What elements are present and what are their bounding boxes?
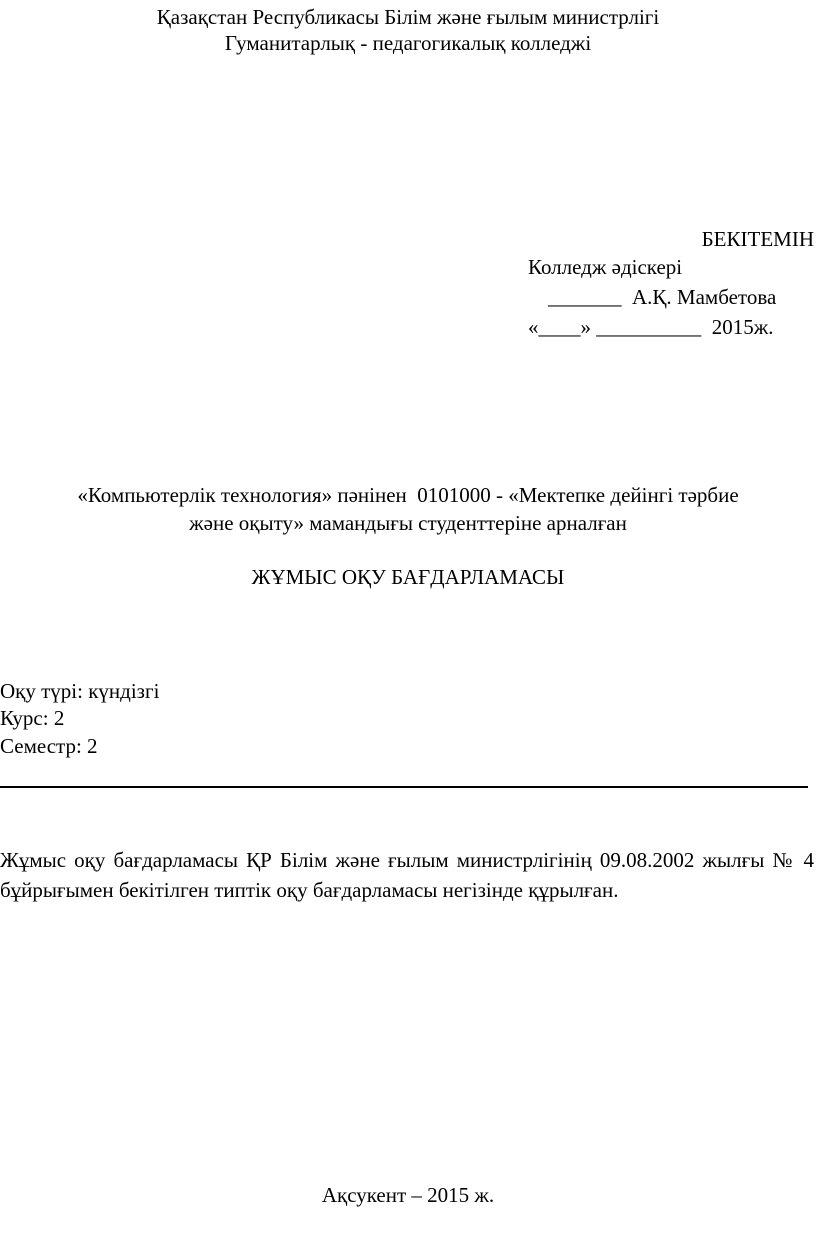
approval-role: Колледж әдіскері — [528, 255, 683, 279]
subject-line-2: және оқыту» мамандығы студенттеріне арналған — [189, 511, 627, 535]
college-heading: Гуманитарлық - педагогикалық колледжі — [224, 31, 592, 55]
course: Курс: 2 — [0, 706, 65, 730]
approval-date-line: «____» __________ 2015ж. — [528, 315, 774, 339]
ministry-heading: Қазақстан Республикасы Білім және ғылым министрлігі — [156, 5, 660, 29]
footer-place-date: Ақсукент – 2015 ж. — [321, 1183, 495, 1207]
approval-title: БЕКІТЕМІН — [701, 227, 814, 251]
subject-line-1: «Компьютерлік технология» пәнінен 0101000 - «Мектепке дейінгі тәрбие — [77, 483, 739, 507]
semester: Семестр: 2 — [0, 734, 98, 758]
study-form: Оқу түрі: күндізгі — [0, 679, 160, 703]
divider-line — [0, 786, 808, 788]
approval-signature-line: _______ А.Қ. Мамбетова — [548, 285, 777, 309]
basis-paragraph: Жұмыс оқу бағдарламасы ҚР Білім және ғылым министрлігінің 09.08.2002 жылғы № 4 бұйрығымен бекітілген типтік оқу бағдарламасы негізінде құрылған. — [0, 848, 814, 902]
document-title: ЖҰМЫС ОҚУ БАҒДАРЛАМАСЫ — [251, 565, 565, 589]
